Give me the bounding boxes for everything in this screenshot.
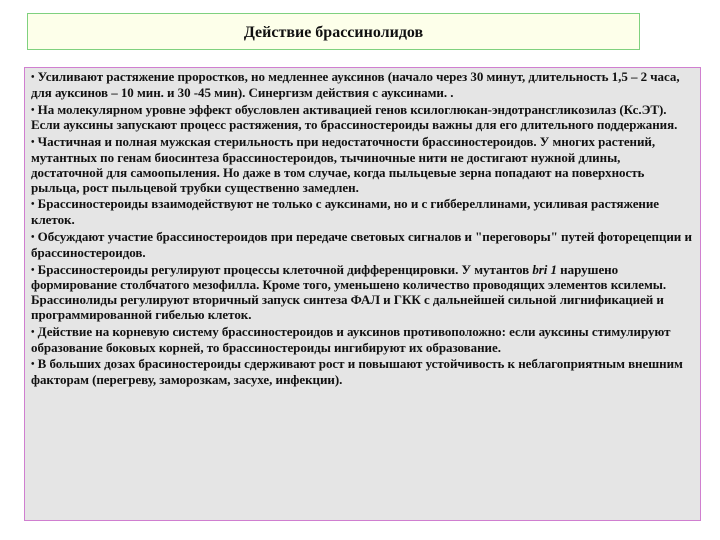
paragraph-activity-7 [31, 325, 694, 356]
bullet-icon: • [31, 72, 35, 83]
bullet-icon: • [31, 137, 35, 149]
paragraph-activity-1 [31, 70, 694, 101]
slide-title: Действие брассинолидов [243, 24, 424, 41]
slide-title-box [27, 13, 640, 50]
bullet-icon: • [31, 359, 35, 371]
paragraph-text: Усиливают растяжение проростков, но медленнее ауксинов (начало через 30 минут, длительность 1,5 – 2 часа, для ауксинов – 10 мин. и 30 -45 мин). Синергизм действия с ауксинами. . [31, 69, 680, 100]
paragraph-text: Брассиностероиды взаимодействуют не только с ауксинами, но и с гиббереллинами, усиливая растяжение клеток. [31, 196, 660, 228]
paragraph-text: Действие на корневую систему брассиностероидов и ауксинов противоположно: если ауксины стимулируют образование боковых корней, то брассиностероиды ингибируют их образование. [31, 323, 671, 355]
mutant-name: bri 1 [532, 261, 557, 277]
paragraph-text-continued: нарушено формирование столбчатого мезофилла. Кроме того, уменьшено количество проводящих элементов ксилемы. Брассинолиды регулируют вторичный запуск синтеза ФАЛ и ГКК с дальнейшей сильной лигнификацией и программированной гибелью клеток. [31, 261, 667, 322]
paragraph-activity-6 [31, 263, 694, 323]
paragraph-text: На молекулярном уровне эффект обусловлен активацией генов ксилоглюкан-эндотрансгликозилаз (Кс.ЭТ). Если ауксины запускают процесс растяжения, то брассиностероиды важны для его длительного поддержания. [31, 101, 678, 133]
bullet-icon: • [31, 104, 35, 116]
paragraph-activity-3 [31, 135, 694, 195]
paragraph-text: Обсуждают участие брассиностероидов при передаче световых сигналов и "переговоры" путей фоторецепции и брассиностероидов. [31, 228, 692, 260]
bullet-icon: • [31, 326, 35, 338]
paragraph-activity-4 [31, 197, 694, 228]
paragraph-text: В больших дозах брасиностероиды сдерживают рост и повышают устойчивость к неблагоприятным внешним факторам (перегреву, заморозкам, засухе, инфекции). [31, 356, 683, 388]
paragraph-text: Брассиностероиды регулируют процессы клеточной дифференцировки. У мутантов [37, 261, 533, 277]
paragraph-activity-8 [31, 357, 694, 388]
bullet-icon: • [31, 199, 35, 211]
bullet-icon: • [31, 231, 35, 243]
paragraph-text: Частичная и полная мужская стерильность при недостаточности брассиностероидов. У многих растений, мутантных по генам биосинтеза брассиностероидов, тычиночные нити не достигают нужной длины, достаточной для самоопыления. Но даже в том случае, когда пыльцевые зерна попадают на поверхность рыльца, рост пыльцевой трубки существенно замедлен. [31, 134, 656, 195]
paragraph-activity-5 [31, 230, 694, 261]
bullet-icon: • [31, 264, 35, 276]
content-box [24, 67, 701, 521]
paragraph-activity-2 [31, 103, 694, 134]
